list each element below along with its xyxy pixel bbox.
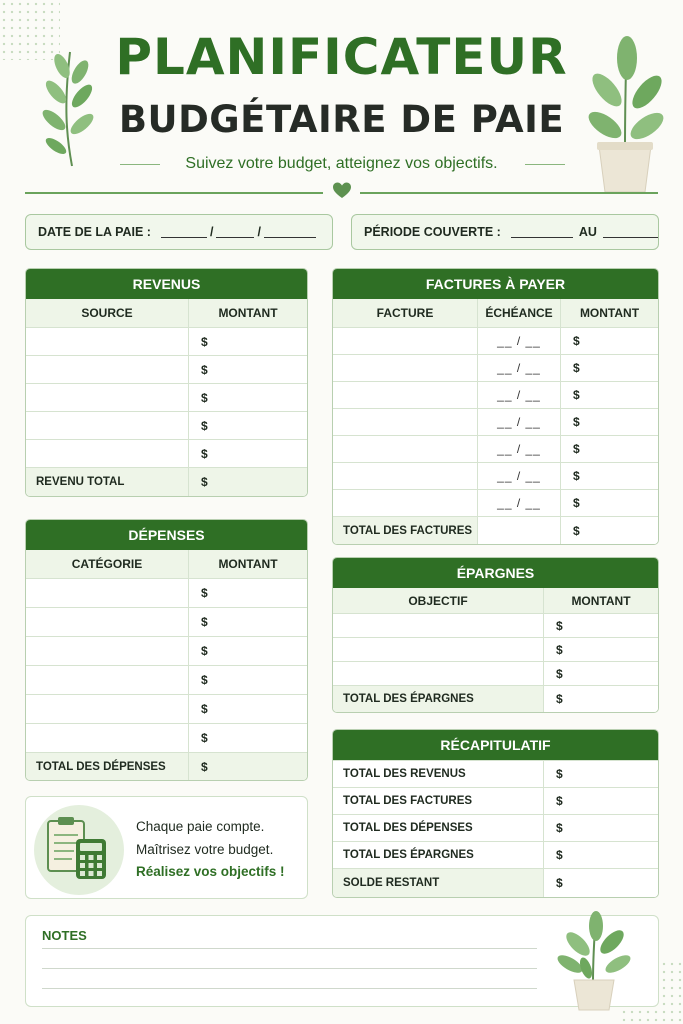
expense-row[interactable]: $ bbox=[26, 578, 307, 607]
income-row[interactable]: $ bbox=[26, 327, 307, 355]
pay-date-day-blank[interactable] bbox=[161, 226, 207, 238]
summary-row-bills[interactable]: TOTAL DES FACTURES $ bbox=[333, 787, 658, 814]
period-end-blank[interactable] bbox=[603, 226, 658, 238]
period-to-label: AU bbox=[578, 225, 597, 239]
expense-row[interactable]: $ bbox=[26, 636, 307, 665]
subtitle-line-right bbox=[525, 164, 565, 165]
income-total-label: REVENU TOTAL bbox=[36, 476, 125, 488]
motivation-line-2: Maîtrisez votre budget. bbox=[136, 842, 274, 857]
column-header-goal: OBJECTIF bbox=[408, 593, 468, 608]
summary-table-title: RÉCAPITULATIF bbox=[333, 730, 658, 760]
expenses-table bbox=[25, 519, 308, 781]
expenses-total-row[interactable] bbox=[26, 752, 307, 780]
page-title-line2: BUDGÉTAIRE DE PAIE bbox=[118, 98, 565, 141]
savings-table-title: ÉPARGNES bbox=[333, 558, 658, 588]
bill-row[interactable]: __ / __ $ bbox=[333, 327, 658, 354]
bills-total-label: TOTAL DES FACTURES bbox=[343, 524, 473, 537]
bills-total-amount[interactable]: $ bbox=[560, 517, 658, 544]
period-field[interactable] bbox=[351, 214, 659, 250]
notes-line bbox=[42, 968, 537, 969]
savings-table bbox=[332, 557, 659, 713]
motivation-card bbox=[25, 796, 308, 899]
savings-total-amount[interactable]: $ bbox=[543, 686, 658, 712]
motivation-line-3: Réalisez vos objectifs ! bbox=[136, 864, 285, 879]
summary-row-balance[interactable]: SOLDE RESTANT $ bbox=[333, 868, 658, 897]
expense-row[interactable]: $ bbox=[26, 665, 307, 694]
income-row[interactable]: $ bbox=[26, 411, 307, 439]
bill-row[interactable]: __ / __ $ bbox=[333, 381, 658, 408]
period-start-blank[interactable] bbox=[511, 226, 573, 238]
header-divider-right bbox=[360, 192, 658, 194]
clipboard-calculator-icon bbox=[44, 815, 116, 885]
expense-row[interactable]: $ bbox=[26, 723, 307, 752]
expenses-table-title: DÉPENSES bbox=[26, 520, 307, 550]
savings-row[interactable]: $ bbox=[333, 661, 658, 685]
summary-row-income[interactable]: TOTAL DES REVENUS $ bbox=[333, 760, 658, 787]
savings-row[interactable]: $ bbox=[333, 613, 658, 637]
bill-row[interactable]: __ / __ $ bbox=[333, 354, 658, 381]
savings-total-row[interactable] bbox=[333, 685, 658, 712]
small-potted-plant-icon bbox=[548, 906, 638, 1016]
column-header-amount: MONTANT bbox=[560, 299, 658, 327]
bill-row[interactable]: __ / __ $ bbox=[333, 462, 658, 489]
column-header-category: CATÉGORIE bbox=[71, 557, 143, 571]
expense-row[interactable]: $ bbox=[26, 607, 307, 636]
income-row[interactable]: $ bbox=[26, 355, 307, 383]
pay-date-year-blank[interactable] bbox=[264, 226, 316, 238]
bills-table bbox=[332, 268, 659, 545]
notes-title: NOTES bbox=[42, 928, 87, 943]
column-header-source: SOURCE bbox=[81, 306, 133, 320]
column-header-bill: FACTURE bbox=[376, 306, 434, 320]
income-row[interactable]: $ bbox=[26, 383, 307, 411]
bills-table-title: FACTURES À PAYER bbox=[333, 269, 658, 299]
heart-icon bbox=[332, 181, 352, 201]
page-title: PLANIFICATEUR bbox=[115, 28, 568, 86]
summary-row-savings[interactable]: TOTAL DES ÉPARGNES $ bbox=[333, 841, 658, 868]
column-header-amount: MONTANT bbox=[188, 550, 307, 578]
pay-date-field[interactable] bbox=[25, 214, 333, 250]
bill-row[interactable]: __ / __ $ bbox=[333, 435, 658, 462]
page-subtitle: Suivez votre budget, atteignez vos objectifs. bbox=[185, 155, 498, 172]
summary-row-expenses[interactable]: TOTAL DES DÉPENSES $ bbox=[333, 814, 658, 841]
motivation-line-1: Chaque paie compte. bbox=[136, 819, 265, 834]
savings-total-label: TOTAL DES ÉPARGNES bbox=[343, 693, 474, 705]
header-divider-left bbox=[25, 192, 323, 194]
pay-date-label: DATE DE LA PAIE : bbox=[38, 225, 151, 239]
savings-row[interactable]: $ bbox=[333, 637, 658, 661]
date-separator: / bbox=[209, 225, 214, 239]
bill-row[interactable]: __ / __ $ bbox=[333, 408, 658, 435]
summary-table bbox=[332, 729, 659, 898]
pay-date-month-blank[interactable] bbox=[216, 226, 254, 238]
bills-total-row[interactable] bbox=[333, 516, 658, 544]
income-row[interactable]: $ bbox=[26, 439, 307, 467]
expenses-total-amount[interactable]: $ bbox=[188, 753, 307, 780]
notes-line bbox=[42, 948, 537, 949]
income-table-title: REVENUS bbox=[26, 269, 307, 299]
column-header-amount: MONTANT bbox=[188, 299, 307, 327]
notes-line bbox=[42, 988, 537, 989]
income-total-amount[interactable]: $ bbox=[188, 468, 307, 496]
income-table bbox=[25, 268, 308, 497]
bill-row[interactable]: __ / __ $ bbox=[333, 489, 658, 516]
expense-row[interactable]: $ bbox=[26, 694, 307, 723]
column-header-due: ÉCHÉANCE bbox=[477, 299, 560, 327]
date-separator: / bbox=[257, 225, 261, 239]
income-total-row[interactable] bbox=[26, 467, 307, 496]
period-label: PÉRIODE COUVERTE : bbox=[364, 225, 501, 239]
expenses-total-label: TOTAL DES DÉPENSES bbox=[36, 760, 166, 773]
column-header-amount: MONTANT bbox=[543, 588, 658, 613]
